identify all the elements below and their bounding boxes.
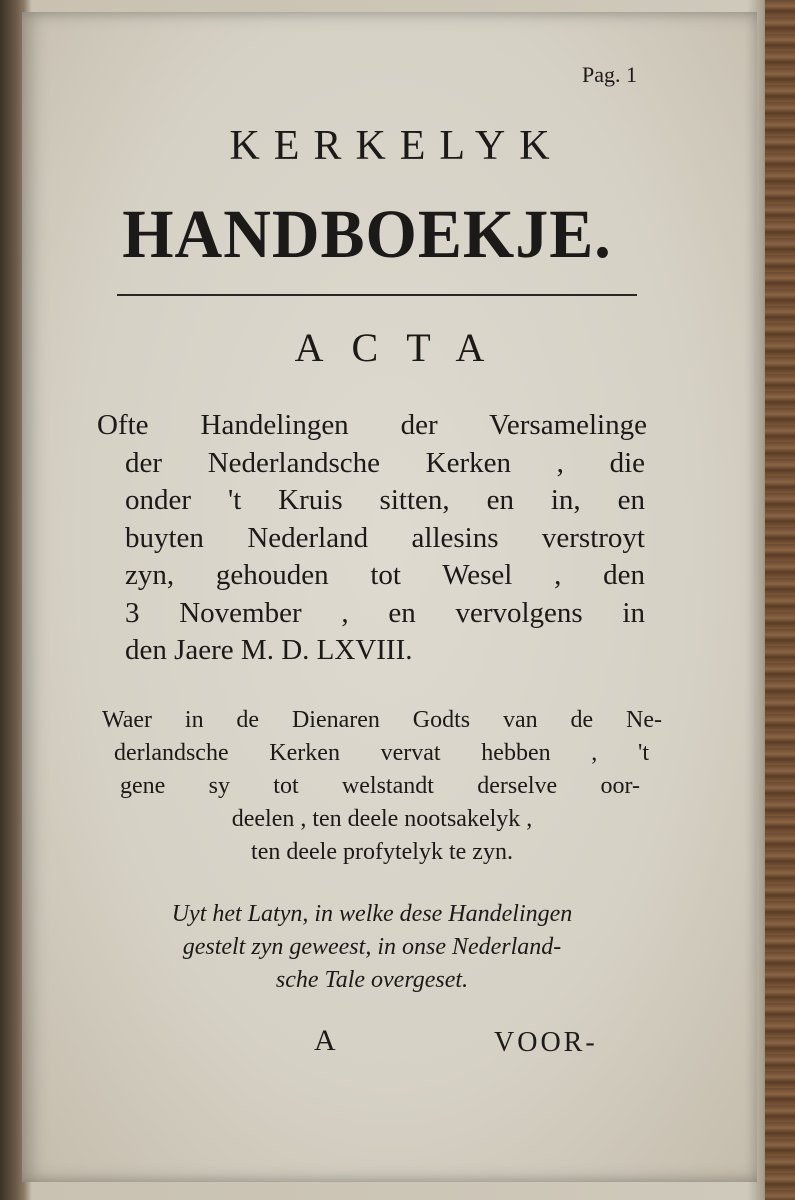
text-line: deelen , ten deele nootsakelyk , [231, 806, 533, 832]
title-line-2: HANDBOEKJE. [122, 196, 612, 273]
paragraph-2 [102, 704, 662, 869]
text-line: gestelt zyn geweest, in onse Nederland- [182, 934, 562, 960]
text-line: ten deele profytelyk te zyn. [251, 839, 513, 865]
text-line: Uyt het Latyn, in welke dese Handelingen [171, 901, 573, 927]
text-line: Waer in de Dienaren Godts van de Ne- [102, 707, 662, 733]
title-line-1: KERKELYK [229, 123, 564, 169]
text-line: buyten Nederland allesins verstroyt [125, 521, 645, 554]
text-line: der Nederlandsche Kerken , die [125, 446, 645, 479]
book-edge [765, 0, 795, 1200]
text-line: gene sy tot welstandt derselve oor- [120, 773, 640, 799]
book-page [22, 12, 757, 1182]
text-line: den Jaere M. D. LXVIII. [125, 634, 413, 666]
text-line: 3 November , en vervolgens in [125, 596, 645, 629]
text-line: Ofte Handelingen der Versamelinge [97, 409, 647, 441]
page-number: Pag. 1 [582, 62, 637, 87]
text-line: onder 't Kruis sitten, en in, en [125, 484, 645, 516]
catchword: VOOR- [494, 1027, 598, 1058]
text-line: sche Tale overgeset. [275, 967, 469, 993]
paragraph-3 [82, 898, 662, 997]
title-rule [117, 294, 637, 296]
paragraph-1 [97, 407, 657, 670]
text-line: zyn, gehouden tot Wesel , den [125, 559, 645, 591]
signature-mark: A [314, 1024, 336, 1057]
section-heading: ACTA [294, 325, 513, 370]
text-line: derlandsche Kerken vervat hebben , 't [114, 740, 649, 766]
